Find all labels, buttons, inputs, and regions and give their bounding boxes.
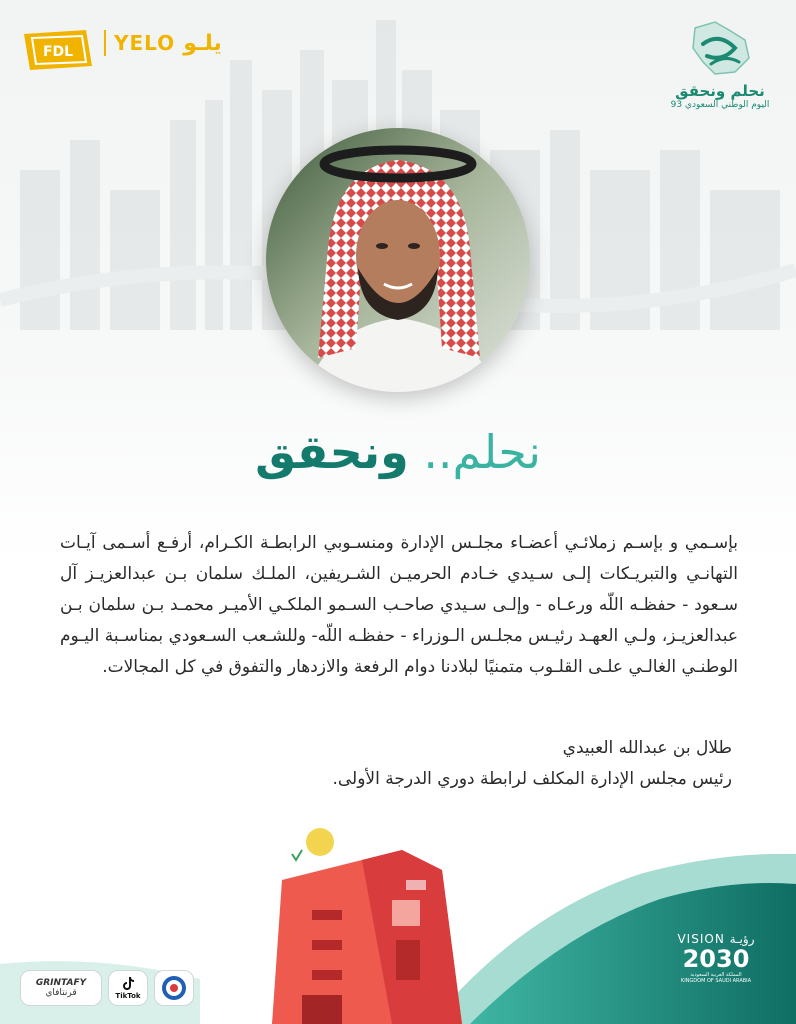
vision-year: 2030 xyxy=(682,945,750,973)
sun-icon xyxy=(306,828,334,856)
signer-title: رئيس مجلس الإدارة المكلف لرابطة دوري الدرجة الأولى. xyxy=(332,769,732,789)
grintafy-ar: قرنتافاي xyxy=(45,988,77,998)
national-day-title: نحلم ونحقق xyxy=(675,82,765,100)
vision-word-en: VISION xyxy=(677,932,725,946)
heritage-building-illustration xyxy=(272,820,472,1024)
yelo-logo-ar: يلـو xyxy=(183,30,222,56)
portrait-photo xyxy=(266,128,530,392)
tiktok-label: TikTok xyxy=(115,992,141,1000)
club-badge-logo xyxy=(154,970,194,1006)
grintafy-logo xyxy=(20,970,102,1006)
club-badge-icon xyxy=(161,975,187,1001)
yelo-logo-en: YELO xyxy=(114,31,176,55)
headline-bold: ونحقق xyxy=(255,425,409,479)
grintafy-en: GRINTAFY xyxy=(35,978,87,988)
tiktok-logo xyxy=(108,970,148,1006)
fdl-logo-text: FDL xyxy=(42,44,74,60)
person-avatar xyxy=(266,128,530,392)
vision-word-row xyxy=(676,932,756,946)
saudi-map-icon xyxy=(685,18,755,78)
national-day-subtitle: اليوم الوطني السعودي 93 xyxy=(670,100,770,110)
headline xyxy=(0,425,796,479)
vision-kingdom-ar: المملكة العربية السعودية xyxy=(690,972,742,978)
tiktok-icon xyxy=(120,976,136,992)
fdl-logo xyxy=(22,28,94,72)
vision-2030-logo xyxy=(676,932,756,984)
vision-kingdom-en: KINGDOM OF SAUDI ARABIA xyxy=(680,978,752,984)
sponsor-logos xyxy=(20,970,194,1006)
message-body: بإسـمي و بإسـم زملائـي أعضـاء مجلـس الإدارة ومنسـوبي الرابطـة الكـرام، أرفـع أسـمى آيـات التهانـي والتبريـكات إلـى سـيدي خـادم الحرميـن الشـريفين، الملـك سلمان بـن عبدالعزيـز آل سـعود - حفظـه اللّه ورعـاه - وإلـى سـيدي صاحـب السـمو الملكـي الأميـر محمـد بـن سلمان بـن عبدالعزيـز، ولـي العهـد رئيـس مجلـس الـوزراء - حفظـه اللّه- وللشـعب السـعودي بمناسـبة اليـوم الوطنـي الغالـي علـى القلـوب متمنيًا لبلادنا دوام الرفعة والازدهار والتفوق في كل المجالات. xyxy=(60,533,738,677)
headline-light: نحلم.. xyxy=(423,425,541,479)
logo-divider xyxy=(104,30,106,56)
vision-word-ar: رؤيـة xyxy=(729,932,755,946)
national-day-logo xyxy=(670,18,770,110)
signer-name: طلال بن عبدالله العبيدي xyxy=(562,738,732,758)
bird-icon xyxy=(292,850,302,860)
yelo-logo xyxy=(104,30,222,56)
